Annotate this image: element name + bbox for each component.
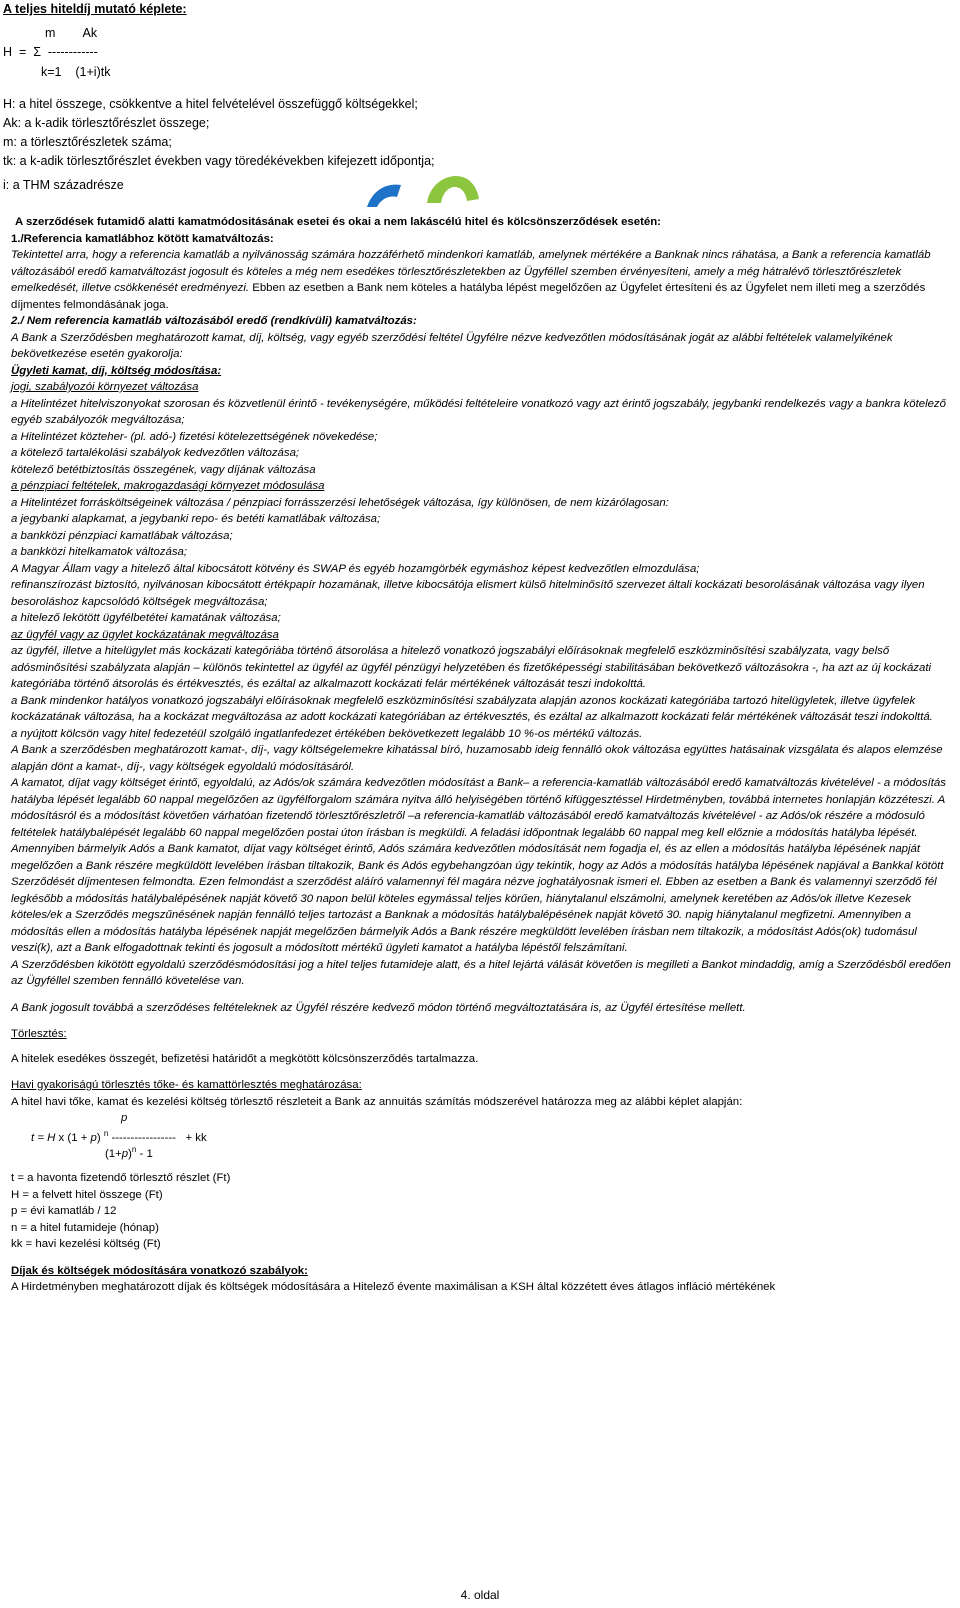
main-text xyxy=(11,214,953,1296)
denominator-close: ) xyxy=(128,1147,132,1160)
formula-t: t = xyxy=(31,1131,48,1144)
list-item: a bankközi pénzpiaci kamatlábak változása; xyxy=(11,529,233,542)
list-item: a Hitelintézet hitelviszonyokat szorosan és közvetlenül érintő - tevékenységére, működési feltételeire vonatkozó vagy azt érintő jogszabály, jegybanki rendelkezés vagy a bankra kötelező egyéb szabályozók megváltozása; xyxy=(11,397,946,426)
penzpiaci-heading: a pénzpiaci feltételek, makrogazdasági környezet módosulása xyxy=(11,480,325,492)
list-item: A Magyar Állam vagy a hitelező által kibocsátott kötvény és SWAP és egyéb hozamgörbék egymáshoz képest kedvezőtlen elmozdulása; xyxy=(11,562,700,575)
formula-p: p xyxy=(90,1131,97,1144)
spacer xyxy=(11,1043,953,1051)
list-item: a Bank mindenkor hatályos vonatkozó jogszabályi előírásoknak megfelelő eszközminősítési szabályzata alapján azonos kockázati kategóriába tartozó hitelügyletek, illetve ügyfelek kockázatának változása, ha a kockázat megváltozása az adott kockázati kategóriában az értékvesztés, és ezáltal az alkalmazott kockázati felár mértékének változását teszi indokolttá. xyxy=(11,694,933,723)
formula-dash: ----------------- + kk xyxy=(108,1131,207,1144)
list-item: a hitelező lekötött ügyfélbetétei kamatának változása; xyxy=(11,612,281,624)
formula-line-3: k=1 (1+i)tk xyxy=(41,65,111,79)
list-item: a jegybanki alapkamat, a jegybanki repo- és betéti kamatlábak változása; xyxy=(11,513,381,525)
havi-text: A hitel havi tőke, kamat és kezelési költség törlesztő részleteit a Bank az annuitás számítás módszerével határozza meg az alábbi képlet alapján: xyxy=(11,1095,743,1108)
denominator-open: (1+ xyxy=(105,1147,122,1160)
var-n: n = a hitel futamideje (hónap) xyxy=(11,1221,159,1234)
spacer xyxy=(11,1067,953,1077)
thm-title: A teljes hiteldíj mutató képlete: xyxy=(3,2,187,16)
list-item: A kamatot, díjat vagy költséget érintő, egyoldalú, az Adós/ok számára kedvezőtlen módosítást a Bank– a referencia-kamatláb változásából eredő kamatváltozás kivételével - a módosítás hatályba lépését legalább 60 nappal megelőzően az ügyfélforgalom számára nyitva álló helyiségében történő kifüggesztéssel Hirdetményben, továbbá internetes honlapján közzéteszi. A módosításról és a módosítást követően várhatóan fizetendő törlesztőrészletről –a referencia-kamatláb változásából eredő kamatváltozás kivételével - az Adós/ok részére a módosuló feltételek hatálybalépését legalább 60 nappal megelőzően postai úton írásban is megküldi. A feladási időpontnak legalább 60 nappal meg kell előznie a módosítás hatályba lépését. xyxy=(11,777,946,839)
formula-n: n xyxy=(103,1129,109,1138)
formula-line-2: H = Σ ------------ xyxy=(3,45,98,59)
definition-h: H: a hitel összege, csökkentve a hitel felvételével összefüggő költségekkel; xyxy=(3,97,418,111)
list-item: refinanszírozást biztosító, nyilvánosan kibocsátott értékpapír hozamának, illetve kibocsátója elismert külső hitelminősítő szervezet általi kockázati besorolásának változása vagy ilyen besoroláshoz kapcsolódó költségek megváltozása; xyxy=(11,579,925,608)
spacer xyxy=(11,1253,953,1263)
spacer xyxy=(11,1162,953,1170)
dijak-text: A Hirdetményben meghatározott díjak és költségek módosítására a Hitelező évente maximálisan a KSH által közzétett éves átlagos infláció mértékének xyxy=(11,1281,776,1293)
spacer xyxy=(11,990,953,1000)
section-1-italic: Tekintettel arra, hogy a referencia kamatláb a nyilvánosság számára hozzáférhető mindenkori kamatláb, amelynek mértékére a Banknak nincs ráhatása, a Bank a referencia kamatláb változásából eredő kamatváltozást jogosult és köteles a még nem esedékes törlesztőrészletekben az Ügyféllel szemben érvényesíteni, amely a még hátralévő törlesztőrészletek emelkedését, illetve csökkenését eredményezi. xyxy=(11,249,931,294)
list-item: A Szerződésben kikötött egyoldalú szerződésmódosítási jog a hitel teljes futamideje alatt, és a hitel lejártá válását követően is megilleti a Bankot mindaddig, amíg a Szerződésből eredően az Ügyféllel szemben fennálló követelése van. xyxy=(11,958,951,987)
section-heading: A szerződések futamidő alatti kamatmódositásának esetei és okai a nem lakáscélú hitel és kölcsönszerződések esetén: xyxy=(15,216,661,228)
list-item: A Bank a szerződésben meghatározott kamat-, díj-, vagy költségelemekre kihatással bíró, huzamosabb ideig fennálló okok változása együttes hatásainak vizsgálata és alapos elemzése alapján dönt a kamat-, díj-, vagy költségek egyoldalú módosításáról. xyxy=(11,744,943,773)
denominator-minus: - 1 xyxy=(136,1147,153,1160)
ugyfel-heading: az ügyfél vagy az ügylet kockázatának megváltozása xyxy=(11,628,279,641)
torlesztes-text: A hitelek esedékes összegét, befizetési határidőt a megkötött kölcsönszerződés tartalmazza. xyxy=(11,1052,479,1065)
formula-numerator: p xyxy=(121,1112,128,1124)
havi-heading: Havi gyakoriságú törlesztés tőke- és kamattörlesztés meghatározása: xyxy=(11,1079,362,1091)
section-2-subtitle: Ügyleti kamat, díj, költség módosítása: xyxy=(11,364,222,377)
list-item: a nyújtott kölcsön vagy hitel fedezetéül szolgáló ingatlanfedezet értékében bekövetkezett legalább 10 %-os mértékű változás. xyxy=(11,727,643,740)
var-h: H = a felvett hitel összege (Ft) xyxy=(11,1188,163,1201)
definition-ak: Ak: a k-adik törlesztőrészlet összege; xyxy=(3,116,210,130)
definition-i: i: a THM századrésze xyxy=(3,178,124,192)
list-item: a Hitelintézet közteher- (pl. adó-) fizetési kötelezettségének növekedése; xyxy=(11,430,378,443)
denominator-n: n xyxy=(131,1145,137,1154)
formula-h: H xyxy=(47,1131,56,1144)
section-1-normal: Ebben az esetben a Bank nem köteles a hatályba lépést megelőzően az Ügyfelet értesíteni és az Ügyfelet nem illeti meg a szerződés díjmentes felmondásának joga. xyxy=(11,282,926,311)
section-1-title: 1./Referencia kamatlábhoz kötött kamatváltozás: xyxy=(11,232,274,245)
list-item: a kötelező tartalékolási szabályok kedvezőtlen változása; xyxy=(11,447,300,459)
formula-denominator xyxy=(105,1142,153,1162)
list-item: Amennyiben bármelyik Adós a Bank kamatot, díjat vagy költséget érintő, Adós számára kedvezőtlen módosítását nem fogadja el, és az ellen a módosítás hatályba lépésének napját megelőzően a Bank részére megküldött levelében írásban tiltakozik, Bank és Adós egybehangzóan úgy tekintik, hogy az Adós a módosítás hatályba lépésének napjával a Bankkal kötött Szerződését díjmentesen felmondta. Ezen felmondást a szerződést aláíró valamennyi fél magára nézve joghatályosnak ismeri el. Ebben az esetben a Bank és valamennyi szerződő fél legkésőbb a módosítás hatálybalépésének napját követő 30 napon belül köteles egymással teljes körűen, hiánytalanul elszámolni, amelynek keretében az Adós/ok illetve Kezesek köteles/ek a Szerződés megszűnésének napján fennálló teljes tartozást a Banknak a módosítás hatálybalépésének napját követő 30. napig hiánytalanul megfizetni. Amennyiben a módosítás ellen a módosítás hatályba lépésének napját megelőzően bármelyik Adós a Bank részére megküldött levelében írásban nem tiltakozik, a módosítást Adós(ok) tudomásul veszi(k), azt a Bank elfogadottnak tekinti és jogosult a módosított mértékű ügyleti kamatot a hatályba lépéstől felszámítani. xyxy=(11,843,944,954)
list-item: a Hitelintézet forrásköltségeinek változása / pénzpiaci forrásszerzési lehetőségek változása, így különösen, de nem kizárólagosan: xyxy=(11,496,669,509)
formula-close: ) xyxy=(96,1131,104,1144)
list-item: a bankközi hitelkamatok változása; xyxy=(11,546,188,558)
denominator-p: p xyxy=(121,1147,129,1160)
torlesztes-heading: Törlesztés: xyxy=(11,1028,67,1040)
list-item: az ügyfél, illetve a hitelügylet más kockázati kategóriába történő átsorolása a hitelező vonatkozó jogszabályi előírásoknak megfelelő eszközminősítési szabályzata, vagy belső adósminősítési szabályzata alapján – különös tekintettel az ügyfél az ügyfél pénzügyi helyzetében és fizetőképességi stabilitásában bekövetkező változásokra -, ha azt az új kockázati kategóriába történő átsorolás és értékvesztés, és ezáltal az alkalmazott kockázati felár mértékének változását teszi indokolttá. xyxy=(11,645,932,690)
dijak-heading: Díjak és költségek módosítására vonatkozó szabályok: xyxy=(11,1264,308,1277)
var-kk: kk = havi kezelési költség (Ft) xyxy=(11,1238,161,1250)
list-item: kötelező betétbiztosítás összegének, vagy díjának változása xyxy=(11,463,316,476)
bank-logo-icon xyxy=(355,163,495,213)
spacer xyxy=(11,1016,953,1026)
page-number: 4. oldal xyxy=(460,1588,500,1602)
var-p: p = évi kamatláb / 12 xyxy=(11,1205,117,1217)
formula-line-1: m Ak xyxy=(45,26,98,40)
definition-m: m: a törlesztőrészletek száma; xyxy=(3,135,172,149)
section-2-title: 2./ Nem referencia kamatláb változásából eredő (rendkívüli) kamatváltozás: xyxy=(11,315,417,327)
annuity-formula xyxy=(11,1110,953,1162)
jogi-heading: jogi, szabályozói környezet változása xyxy=(11,381,199,393)
formula-x: x (1 + xyxy=(55,1131,91,1144)
section-1-text xyxy=(11,247,953,313)
var-t: t = a havonta fizetendő törlesztő részlet (Ft) xyxy=(11,1172,231,1184)
section-2-intro: A Bank a Szerződésben meghatározott kamat, díj, költség, vagy egyéb szerződési feltétel Ügyfélre nézve kedvezőtlen módosításának jogát az alábbi feltételek valamelyikének bekövetkezése esetén gyakorolja: xyxy=(11,331,893,360)
bank-jogosult-text: A Bank jogosult továbbá a szerződéses feltételeknek az Ügyfél részére kedvező módon történő megváltoztatására is, az Ügyfél értesítése mellett. xyxy=(11,1001,746,1014)
definition-tk: tk: a k-adik törlesztőrészlet években vagy töredékévekben kifejezett időpontja; xyxy=(3,154,435,168)
